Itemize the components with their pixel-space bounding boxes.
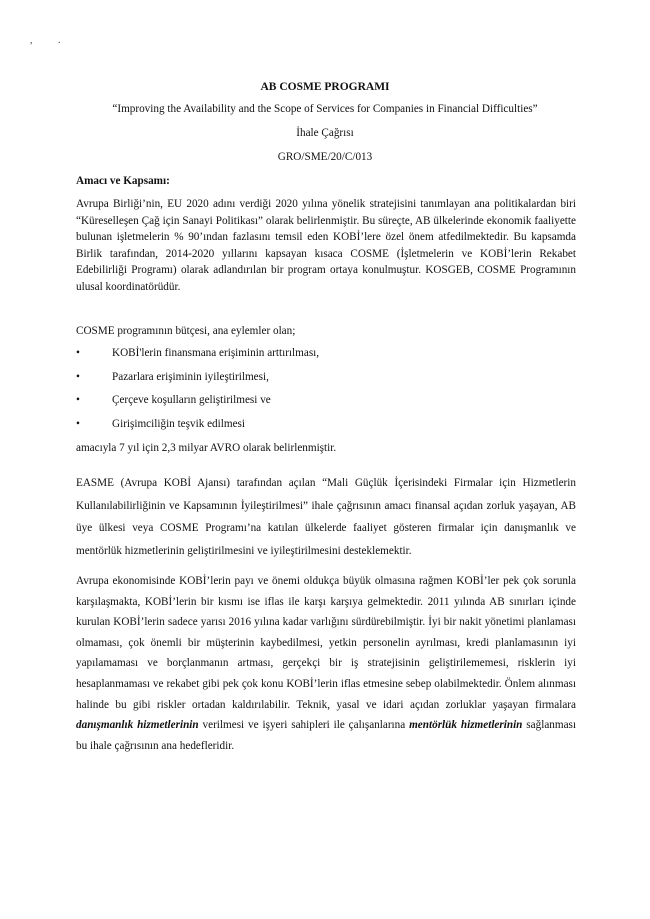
list-item — [76, 370, 576, 394]
list-item — [76, 393, 576, 417]
bullet-icon: • — [76, 417, 80, 430]
bullet-icon: • — [76, 394, 80, 406]
list-item — [76, 346, 576, 370]
call-reference: GRO/SME/20/C/013 — [277, 151, 373, 163]
paragraph-text: Avrupa ekonomisinde KOBİ’lerin payı ve önemi oldukça büyük olmasına rağmen KOBİ’ler pek çok sorunla karşılaşmakta, KOBİ’lerin bir kısmı ise iflas ile karşı karşıya gelmektedir. 2011 yılında AB sınırları içinde kurulan KOBİ’lerin sadece yarısı 2016 yılına kadar varlığını sürdürebilmiştir. İyi bir nakit yönetimi planlaması olmaması, çok önemli bir müşterinin kaybedilmesi, yetkin personelin ayrılması, kredi planlamasının iyi yapılamaması ve borçlanmanın artması, gerçekçi bir iş stratejisinin geliştirilememesi, risklerin iyi hesaplanmaması ve rekabet gibi pek çok konu KOBİ’lerin iflas etmesine sebep olabilmektedir. Önlem alınması halinde bu gibi riskler ortadan kaldırılabilir. Teknik, yasal ve idari açıdan zorluklar yaşayan firmalara — [76, 575, 576, 711]
list-item-text: Çerçeve koşulların geliştirilmesi ve — [112, 394, 271, 406]
section-heading: Amacı ve Kapsamı: — [76, 175, 170, 187]
document-subtitle: “Improving the Availability and the Scope of Services for Companies in Financial Difficulties” — [112, 103, 538, 115]
scan-mark: . — [58, 35, 61, 46]
budget-action-list — [76, 346, 576, 440]
bullet-icon: • — [76, 347, 80, 359]
list-item-text: Girişimciliğin teşvik edilmesi — [112, 417, 245, 430]
list-item-text: KOBİ'lerin finansmana erişiminin arttırılması, — [112, 347, 320, 359]
call-type: İhale Çağrısı — [296, 127, 354, 139]
emphasis-mentoring: mentörlük hizmetlerinin — [409, 719, 523, 732]
easme-paragraph: EASME (Avrupa KOBİ Ajansı) tarafından açılan “Mali Güçlük İçerisindeki Firmalar için Hizmetlerin Kullanılabilirliğinin ve Kapsamının İyileştirilmesi” ihale çağrısının amacı finansal açıdan zorluk yaşayan, AB üye ülkesi veya COSME Programı’na katılan ülkelerde faaliyet gösteren firmalar için danışmanlık ve mentörlük hizmetlerinin geliştirilmesini ve iyileştirilmesini desteklemektir. — [76, 477, 576, 557]
intro-paragraph: Avrupa Birliği’nin, EU 2020 adını verdiği 2020 yılına yönelik stratejisini tanımlayan ana politikalardan biri “Küreselleşen Çağ için Sanayi Politikası” olarak belirlenmiştir. Bu süreçte, AB ülkelerinde ekonomik faaliyette bulunan işletmelerin % 90’ından fazlasını temsil eden KOBİ’lere özel önem atfedilmektedir. Bu kapsamda Birlik tarafından, 2014-2020 yıllarını kapsayan kısaca COSME (İşletmelerin ve KOBİ’lerin Rekabet Edebilirliği Programı) olarak adlandırılan bir program ortaya konulmuştur. KOSGEB, COSME Programının ulusal koordinatörüdür. — [76, 198, 576, 293]
budget-tail-paragraph: amacıyla 7 yıl için 2,3 milyar AVRO olarak belirlenmiştir. — [76, 442, 337, 454]
paragraph-text: verilmesi ve işyeri sahipleri ile çalışanlarına — [198, 719, 410, 732]
emphasis-consulting: danışmanlık hizmetlerinin — [76, 719, 199, 732]
scan-mark: , — [30, 35, 33, 46]
budget-lead-paragraph: COSME programının bütçesi, ana eylemler olan; — [76, 325, 296, 337]
bullet-icon: • — [76, 370, 80, 383]
list-item-text: Pazarlara erişiminin iyileştirilmesi, — [112, 370, 269, 383]
document-title: AB COSME PROGRAMI — [260, 81, 390, 93]
list-item — [76, 417, 576, 441]
economy-paragraph — [76, 571, 576, 756]
paragraph-text: sağlanması bu ihale çağrısının ana hedefleridir. — [76, 719, 577, 752]
